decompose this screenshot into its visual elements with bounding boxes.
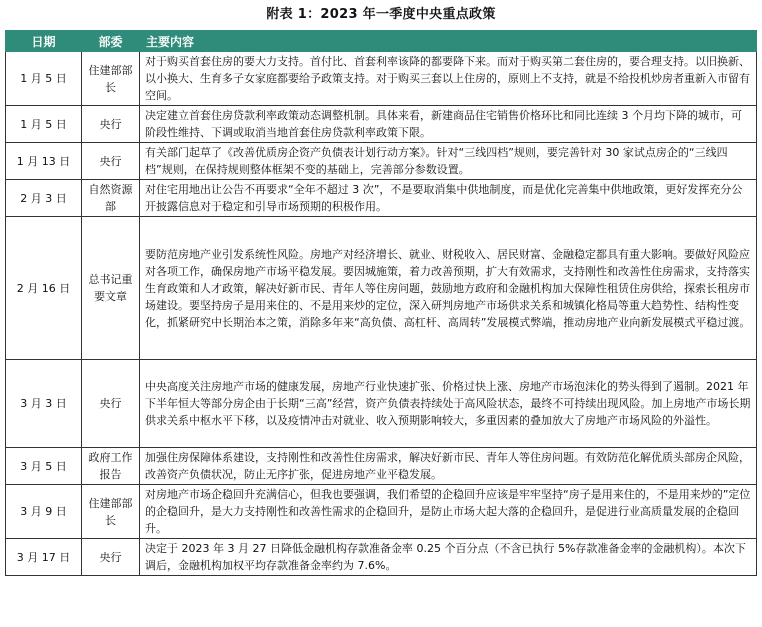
table-title: 附表 1：2023 年一季度中央重点政策: [266, 7, 496, 22]
header-dept: 部委: [82, 31, 140, 52]
table-row: [6, 52, 757, 106]
row-date: 3 月 9 日: [6, 485, 82, 539]
policy-table: [5, 30, 757, 576]
row-content: 对于购买首套住房的要大力支持。首付比、首套利率该降的都要降下来。而对于购买第二套住房的，要合理支持。以旧换新、以小换大、生育多子女家庭都要给予政策支持。对于购买三套以上住房的，原则上不支持，就是不给投机炒房者重新入市留有空间。: [140, 52, 757, 106]
row-content: 有关部门起草了《改善优质房企资产负债表计划行动方案》。针对“三线四档”规则，要完善针对 30 家试点房企的“三线四档”规则，在保持规则整体框架不变的基础上，完善部分参数设置。: [140, 143, 757, 180]
table-row: [6, 539, 757, 576]
table-row: [6, 180, 757, 217]
table-header-row: [6, 31, 757, 52]
row-dept: 住建部部长: [82, 52, 140, 106]
table-row: [6, 217, 757, 360]
row-dept: 央行: [82, 539, 140, 576]
row-content: 要防范房地产业引发系统性风险。房地产对经济增长、就业、财税收入、居民财富、金融稳定都具有重大影响。要做好风险应对各项工作，确保房地产市场平稳发展。要因城施策，着力改善预期，扩大有效需求，支持刚性和改善性住房需求，支持落实生育政策和人才政策，解决好新市民、青年人等住房问题，鼓励地方政府和金融机构加大保障性租赁住房供给，探索长租房市场建设。要坚持房子是用来住的、不是用来炒的定位，深入研判房地产市场供求关系和城镇化格局等重大趋势性、结构性变化，抓紧研究中长期治本之策，消除多年来“高负债、高杠杆、高周转”发展模式弊端，推动房地产业向新发展模式平稳过渡。: [140, 217, 757, 360]
row-date: 1 月 13 日: [6, 143, 82, 180]
row-content: 加强住房保障体系建设，支持刚性和改善性住房需求，解决好新市民、青年人等住房问题。有效防范化解优质头部房企风险，改善资产负债状况，防止无序扩张，促进房地产业平稳发展。: [140, 448, 757, 485]
row-dept: 自然资源部: [82, 180, 140, 217]
table-row: [6, 448, 757, 485]
row-date: 2 月 16 日: [6, 217, 82, 360]
row-date: 3 月 3 日: [6, 360, 82, 448]
row-dept: 政府工作报告: [82, 448, 140, 485]
row-dept: 央行: [82, 106, 140, 143]
row-content: 对房地产市场企稳回升充满信心，但我也要强调，我们希望的企稳回升应该是牢牢坚持“房子是用来住的，不是用来炒的”定位的企稳回升，是大力支持刚性和改善性需求的企稳回升，是防止市场大起大落的企稳回升，是促进行业高质量发展的企稳回升。: [140, 485, 757, 539]
row-dept: 央行: [82, 360, 140, 448]
row-dept: 住建部部长: [82, 485, 140, 539]
header-date: 日期: [6, 31, 82, 52]
row-dept: 总书记重要文章: [82, 217, 140, 360]
header-content: 主要内容: [140, 31, 757, 52]
row-date: 1 月 5 日: [6, 106, 82, 143]
table-row: [6, 106, 757, 143]
table-row: [6, 360, 757, 448]
row-dept: 央行: [82, 143, 140, 180]
row-date: 3 月 5 日: [6, 448, 82, 485]
row-content: 中央高度关注房地产市场的健康发展，房地产行业快速扩张、价格过快上涨、房地产市场泡沫化的势头得到了遏制。2021 年下半年恒大等部分房企由于长期“三高”经营，资产负债表持续处于高风险状态，最终不可持续出现风险。加上房地产市场长期供求关系中枢水平下移，以及疫情冲击对就业、收入预期影响较大，多重因素的叠加放大了房地产市场风险的外溢性。: [140, 360, 757, 448]
row-content: 对住宅用地出让公告不再要求“全年不超过 3 次”，不是要取消集中供地制度，而是优化完善集中供地政策，更好发挥充分公开披露信息对于稳定和引导市场预期的积极作用。: [140, 180, 757, 217]
row-content: 决定于 2023 年 3 月 27 日降低金融机构存款准备金率 0.25 个百分点（不含已执行 5%存款准备金率的金融机构）。本次下调后，金融机构加权平均存款准备金率约为 7.6%。: [140, 539, 757, 576]
row-date: 2 月 3 日: [6, 180, 82, 217]
row-date: 1 月 5 日: [6, 52, 82, 106]
table-row: [6, 143, 757, 180]
table-row: [6, 485, 757, 539]
row-content: 决定建立首套住房贷款利率政策动态调整机制。具体来看，新建商品住宅销售价格环比和同比连续 3 个月均下降的城市，可阶段性维持、下调或取消当地首套住房贷款利率政策下限。: [140, 106, 757, 143]
row-date: 3 月 17 日: [6, 539, 82, 576]
